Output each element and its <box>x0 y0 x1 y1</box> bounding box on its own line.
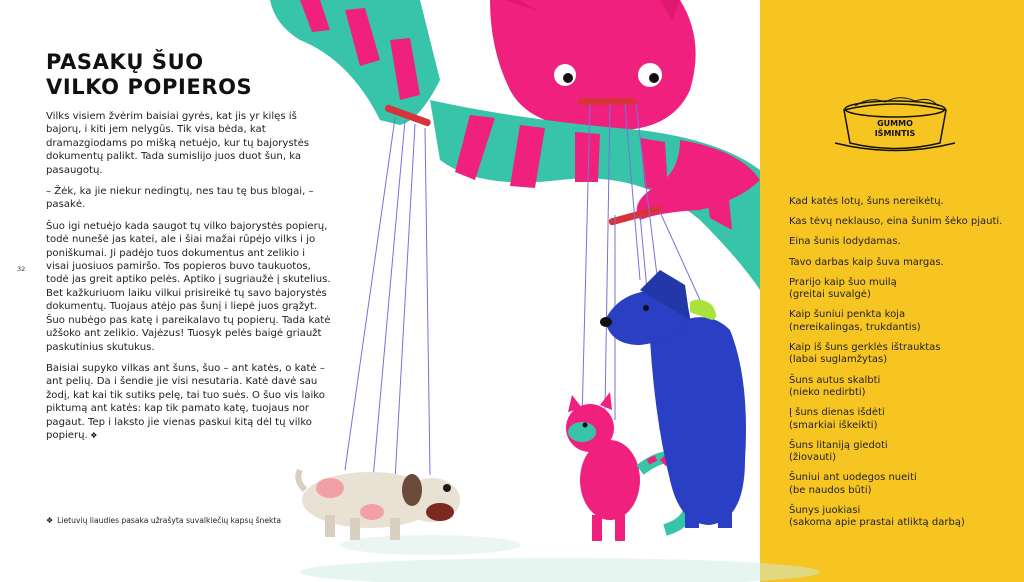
proverb-text: Į šuns dienas išdėti <box>789 407 885 419</box>
pet-bowl-icon <box>830 88 960 160</box>
proverb-item <box>789 505 1014 530</box>
proverb-item <box>789 407 1014 432</box>
proverb-text: Šuns autus skalbti <box>789 374 881 386</box>
proverb-item <box>789 375 1014 400</box>
footnote-text: Lietuvių liaudies pasaka užrašyta suvalkiečių kapsų šnekta <box>57 516 282 525</box>
paw-icon: ❖ <box>46 516 54 525</box>
proverb-meaning: (labai suglamžytas) <box>789 354 888 366</box>
proverb-meaning: (sakoma apie prastai atliktą darbą) <box>789 517 965 529</box>
proverb-text: Šuniui ant uodegos nueiti <box>789 472 917 484</box>
proverb-item <box>789 236 1014 248</box>
title-line-1: PASAKŲ ŠUO <box>46 50 204 74</box>
proverb-item <box>789 440 1014 465</box>
proverb-meaning: (nieko nedirbti) <box>789 387 866 399</box>
paw-icon: ❖ <box>87 430 98 440</box>
proverb-text: Šuns litaniją giedoti <box>789 439 888 451</box>
proverb-meaning: (nereikalingas, trukdantis) <box>789 321 921 333</box>
proverb-item <box>789 277 1014 302</box>
puppeteer-cat <box>270 0 760 290</box>
paragraph: Vilks visiem žvėrim baisiai gyrės, kat jis yr kilęs iš bajorų, i kiti jem nelygūs. Tik visa bėda, kat dramazgiodams po mišką netuėjo, kur tų bajorystės dokumentų palikt. Tada sumislijo juos duot šun, ka pasaugotų. <box>46 111 310 176</box>
paragraph <box>46 362 331 442</box>
story-body <box>46 110 331 450</box>
story-title <box>46 50 252 100</box>
bowl-label-line1: GUMMO <box>877 119 913 128</box>
proverb-text: Kad katės lotų, šuns nereikėtų. <box>789 196 944 207</box>
proverb-list <box>789 196 1014 538</box>
proverb-meaning: (be naudos būti) <box>789 484 872 496</box>
proverb-item <box>789 309 1014 334</box>
cream-dog-puppet <box>298 470 460 540</box>
proverb-text: Kaip iš šuns gerklės ištrauktas <box>789 342 941 354</box>
proverb-item <box>789 257 1014 269</box>
proverb-text: Kas tėvų neklauso, eina šunim šėko pjauti. <box>789 216 1003 228</box>
proverb-meaning: (greitai suvalgė) <box>789 289 871 301</box>
title-line-2: VILKO POPIEROS <box>46 75 253 99</box>
footnote <box>46 516 281 525</box>
paragraph: Šuo igi netuėjo kada saugot tų vilko bajorystės popierų, todė nunešė jas katei, ale i šiai mažai rūpėjo vilks i jo poniškumai. Ji padėjo tuos dokumentus ant zelikio i visai juosiuos pamiršo. Tos popieros buvo taukuotos, todė jas greit aptiko pelės. Aptiko į sugriaužė į skutelius. Bet kažkuriuom laiku vilkui prisireikė tų savo bajorystės dokumentų. Tuojaus atėjo pas šunį i liepė juos grąžyt. Šuo nubėgo pas katę i pareikalavo tų popierų. Tada katė užšoko ant zelikio. Vajėzus! Tuosyk pelės baigė griaužt paskutinius skutukus. <box>46 220 331 353</box>
proverb-text: Prarijo kaip šuo muilą <box>789 276 897 288</box>
bowl-label-line2: IŠMINTIS <box>874 129 916 138</box>
proverb-item <box>789 342 1014 367</box>
proverb-item <box>789 216 1014 228</box>
proverb-meaning: (smarkiai iškeikti) <box>789 419 878 431</box>
page-number: 32 <box>17 265 26 273</box>
paragraph-text: Baisiai supyko vilkas ant šuns, šuo – ant katės, o katė – ant pelių. Da i šendie jie visi nesutaria. Katė davė sau žodį, kat kai tik sutiks pelę, tai tuo suės. O šuo vis laiko piktumą ant katės: kap tik pamato katę, tuojaus nor pagaut. Tep i laksto jie vienas paskui kitą dėl tų vilko popierų. <box>46 362 325 441</box>
proverb-text: Eina šunis lodydamas. <box>789 236 901 248</box>
proverb-item <box>789 196 1014 208</box>
proverb-item <box>789 472 1014 497</box>
paragraph: – Žėk, ka jie niekur nedingtų, nes tau tę bus blogai, – pasakė. <box>46 186 314 211</box>
proverb-meaning: (žiovauti) <box>789 452 837 464</box>
proverb-text: Kaip šuniui penkta koja <box>789 309 906 321</box>
proverb-text: Tavo darbas kaip šuva margas. <box>789 256 944 268</box>
proverb-text: Šunys juokiasi <box>789 505 861 517</box>
